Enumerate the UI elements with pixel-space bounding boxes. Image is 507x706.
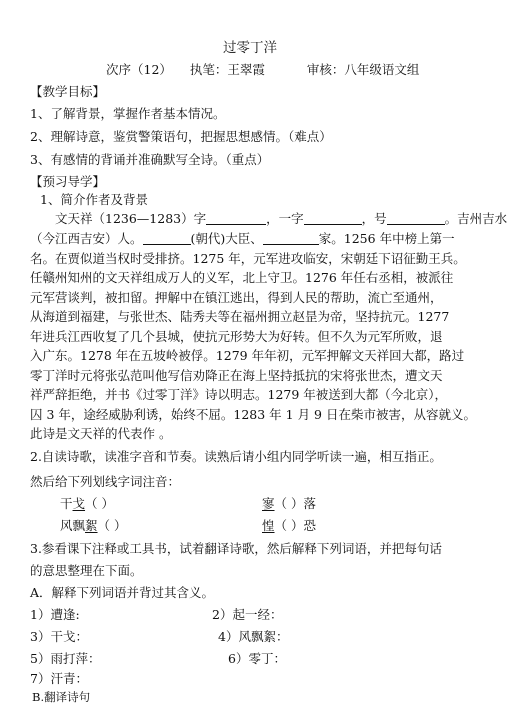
bio-line: 囚 3 年，途经威胁利诱，始终不屈。1283 年 1 月 9 日在柴市被害，从容就义。: [30, 407, 476, 422]
underlined-char: 戈: [72, 496, 86, 511]
courtesy-name-blank[interactable]: [206, 212, 266, 225]
meta-line: [106, 62, 419, 78]
pinyin-item: 干戈（ ）: [60, 496, 115, 511]
part-a-heading: A．解释下列词语并背过其含义。: [30, 585, 215, 600]
word-item: 2）起一经：: [212, 607, 283, 622]
bio-line-1: 文天祥（1236—1283）字 ，一字 ，号 。吉州吉水: [55, 211, 507, 226]
word-item: 3）干戈：: [30, 629, 88, 644]
bio-line: 名。在贾似道当权时受排挤。1275 年，元军进攻临安，宋朝廷下诏征勤王兵。: [30, 251, 466, 266]
bio-line: 年进兵江西收复了几个县城，使抗元形势大为好转。但不久为元军所败，退: [30, 329, 443, 344]
section2-line: 2.自读诗歌，读准字音和节奏。读熟后请小组内同学听读一遍，相互指正。: [30, 449, 442, 464]
word-item: 1）遭逢:: [30, 607, 80, 622]
pen-name-blank[interactable]: [387, 212, 445, 225]
alt-name-blank[interactable]: [304, 212, 362, 225]
underlined-char: 絮: [85, 518, 98, 533]
word-item: 4）风飘絮：: [218, 629, 289, 644]
bio-line: 从海道到福建，与张世杰、陆秀夫等在福州拥立赵昰为帝，坚持抗元。1277: [30, 309, 450, 324]
section1-heading: 1、简介作者及背景: [40, 192, 148, 207]
bio-line: 零丁洋时元将张弘范叫他写信劝降正在海上坚持抵抗的宋将张世杰，遭文天: [30, 368, 443, 383]
pinyin-item: 寥（ ）落: [262, 496, 316, 511]
pinyin-item: 惶（ ）恐: [262, 518, 316, 533]
bio-line: 入广东。1278 年在五坡岭被俘。1279 年年初，元军押解文天祥回大都，路过: [30, 348, 465, 363]
goals-heading: 【教学目标】: [30, 84, 106, 99]
section2-line: 然后给下列划线字词注音：: [30, 474, 181, 489]
goal-item: 2、理解诗意，鉴赏警策语句，把握思想感情。（难点）: [30, 129, 332, 144]
dynasty-blank[interactable]: [143, 232, 191, 245]
profession-blank[interactable]: [263, 232, 319, 245]
bio-line-2: （今江西吉安）人。 (朝代)大臣、 家。1256 年中榜上第一: [30, 231, 455, 246]
goal-item: 3、有感情的背诵并准确默写全诗。（重点）: [30, 152, 270, 167]
section3-line: 的意思整理在下面。: [30, 563, 143, 578]
review-label: 审核：八年级语文组: [306, 62, 420, 77]
goal-item: 1、了解背景，掌握作者基本情况。: [30, 106, 226, 121]
bio-line: 元军营谈判，被扣留。押解中在镇江逃出，得到人民的帮助，流亡至通州，: [30, 290, 443, 305]
page-title: 过零丁洋: [223, 40, 277, 56]
pinyin-item: 风飘絮（ ）: [60, 518, 127, 533]
preview-heading: 【预习导学】: [30, 174, 106, 189]
bio-line: 任赣州知州的文天祥组成万人的义军，北上守卫。1276 年任右丞相，被派往: [30, 270, 454, 285]
word-item: 6）零丁：: [228, 651, 286, 666]
underlined-char: 寥: [262, 496, 275, 511]
bio-line: 祥严辞拒绝，并书《过零丁洋》诗以明志。1279 年被送到大都（今北京），: [30, 387, 448, 402]
part-b-heading: B.翻译诗句: [32, 690, 91, 704]
author-label: 执笔：王翠霞: [189, 62, 265, 77]
bio-line: 此诗是文天祥的代表作 。: [30, 426, 172, 441]
word-item: 7）汗青：: [30, 671, 88, 686]
section3-line: 3.参看课下注释或工具书，试着翻译诗歌，然后解释下列词语，并把每句话: [30, 541, 442, 556]
underlined-char: 惶: [262, 518, 275, 533]
word-item: 5）雨打萍：: [30, 651, 101, 666]
order-label: 次序（12）: [106, 62, 172, 77]
